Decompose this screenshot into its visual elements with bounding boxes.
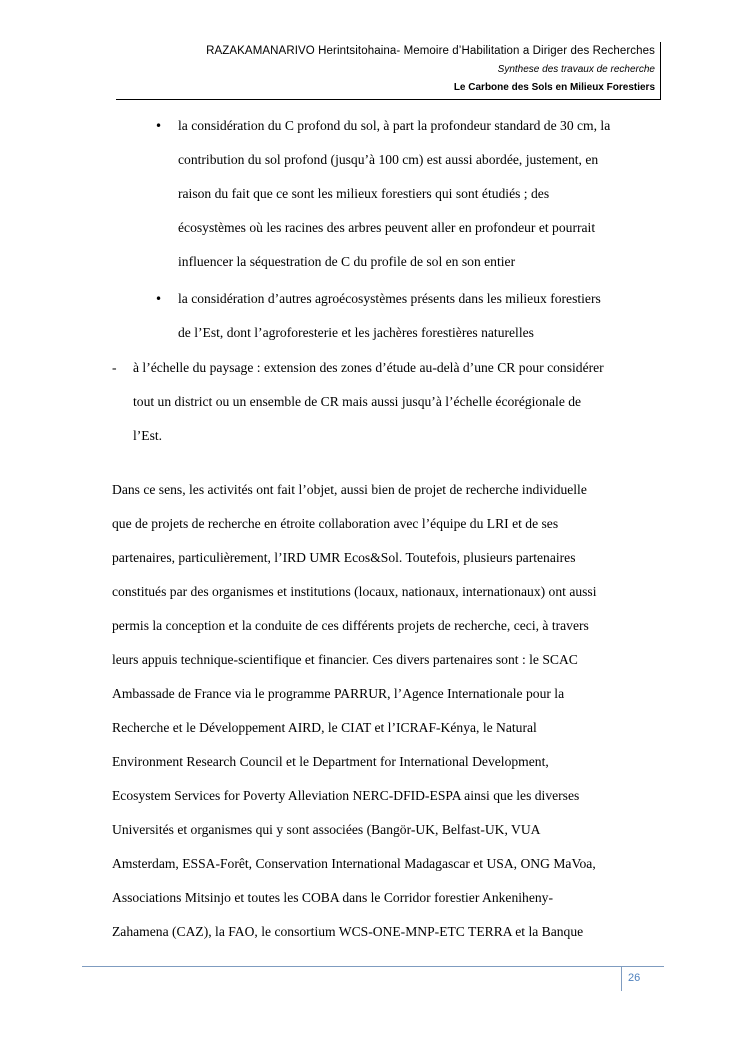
- footer-vertical-rule: [621, 966, 622, 991]
- line: Zahamena (CAZ), la FAO, le consortium WCS-ONE-MNP-ETC TERRA et la Banque: [112, 924, 584, 939]
- dash-item-landscape-scale: [133, 351, 656, 453]
- bullet-item-agroecosystems: [178, 282, 656, 350]
- footer-rule: [82, 966, 664, 967]
- line: partenaires, particulièrement, l’IRD UMR Ecos&Sol. Toutefois, plusieurs partenaires: [112, 550, 576, 565]
- line: Associations Mitsinjo et toutes les COBA dans le Corridor forestier Ankeniheny-: [112, 890, 553, 905]
- dash-marker: -: [112, 360, 117, 375]
- line: Ecosystem Services for Poverty Alleviation NERC-DFID-ESPA ainsi que les diverses: [112, 788, 580, 803]
- line: raison du fait que ce sont les milieux forestiers qui sont étudiés ; des: [178, 186, 550, 201]
- line: tout un district ou un ensemble de CR mais aussi jusqu’à l’échelle écorégionale de: [133, 394, 582, 409]
- line: Amsterdam, ESSA-Forêt, Conservation International Madagascar et USA, ONG MaVoa,: [112, 856, 596, 871]
- bullet-icon: •: [155, 292, 163, 306]
- line: influencer la séquestration de C du profile de sol en son entier: [178, 254, 516, 269]
- bullet-icon: •: [155, 119, 163, 133]
- line: Dans ce sens, les activités ont fait l’objet, aussi bien de projet de recherche individuelle: [112, 482, 587, 497]
- body-paragraph: [112, 473, 656, 949]
- line: Environment Research Council et le Department for International Development,: [112, 754, 549, 769]
- line: leurs appuis technique-scientifique et financier. Ces divers partenaires sont : le SCAC: [112, 652, 578, 667]
- header-subsection: Le Carbone des Sols en Milieux Forestiers: [453, 82, 655, 93]
- header-section: Synthese des travaux de recherche: [497, 64, 655, 75]
- line: écosystèmes où les racines des arbres peuvent aller en profondeur et pourrait: [178, 220, 596, 235]
- line: que de projets de recherche en étroite collaboration avec l’équipe du LRI et de ses: [112, 516, 559, 531]
- header-author-title: RAZAKAMANARIVO Herintsitohaina- Memoire d’Habilitation a Diriger des Recherches: [206, 45, 655, 57]
- line: contribution du sol profond (jusqu’à 100 cm) est aussi abordée, justement, en: [178, 152, 599, 167]
- header-rule: [116, 99, 661, 100]
- header-vertical-rule: [660, 42, 661, 100]
- line: Ambassade de France via le programme PARRUR, l’Agence Internationale pour la: [112, 686, 565, 701]
- running-header: [75, 41, 655, 97]
- line: la considération du C profond du sol, à part la profondeur standard de 30 cm, la: [178, 118, 611, 133]
- line: l’Est.: [133, 428, 163, 443]
- page-number: 26: [628, 972, 641, 984]
- bullet-item-deep-carbon: [178, 109, 656, 279]
- line: à l’échelle du paysage : extension des zones d’étude au-delà d’une CR pour considérer: [133, 360, 604, 375]
- line: la considération d’autres agroécosystèmes présents dans les milieux forestiers: [178, 291, 601, 306]
- line: de l’Est, dont l’agroforesterie et les jachères forestières naturelles: [178, 325, 534, 340]
- line: Recherche et le Développement AIRD, le CIAT et l’ICRAF-Kénya, le Natural: [112, 720, 537, 735]
- line: permis la conception et la conduite de ces différents projets de recherche, ceci, à travers: [112, 618, 589, 633]
- line: Universités et organismes qui y sont associées (Bangör-UK, Belfast-UK, VUA: [112, 822, 541, 837]
- line: constitués par des organismes et institutions (locaux, nationaux, internationaux) ont aussi: [112, 584, 597, 599]
